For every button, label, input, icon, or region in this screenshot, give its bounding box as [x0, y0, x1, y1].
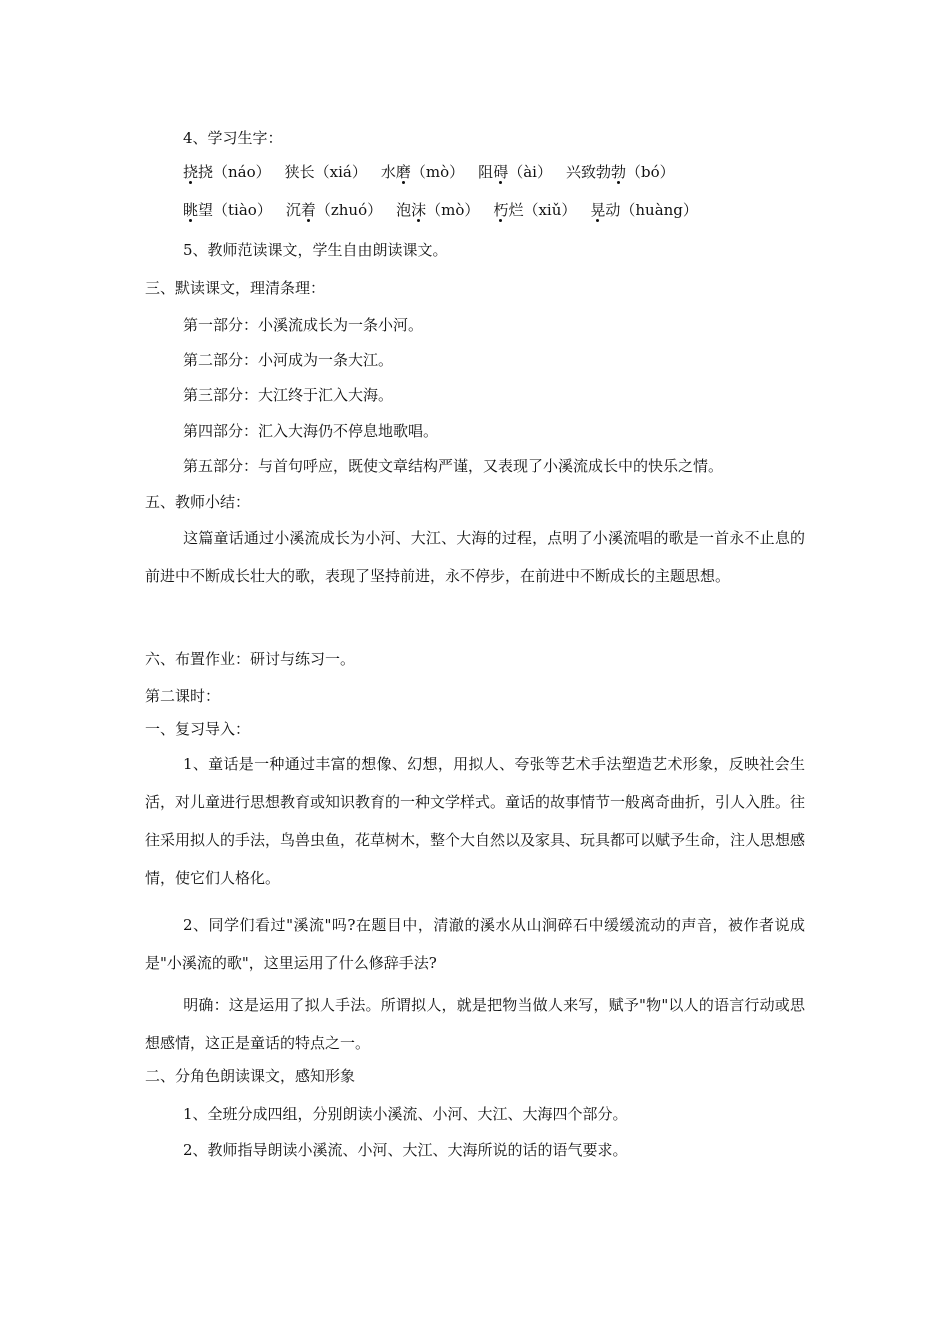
word-text: 狭 [284, 163, 300, 181]
part-3-item: 第四部分：汇入大海仍不停息地歌唱。 [183, 422, 439, 440]
word-text: 沉 [285, 201, 301, 219]
word-text: （bó） [625, 163, 675, 181]
summary-text: 这篇童话通过小溪流成长为小河、大江、大海的过程，点明了小溪流唱的歌是一首永不止息的前进中不断成长壮大的歌，表现了坚持前进，永不停步，在前进中不断成长的主题思想。 [145, 529, 805, 585]
dotted-char: 沫 [411, 201, 427, 219]
vocab-word [183, 201, 272, 219]
review-paragraph-1 [145, 745, 805, 897]
word-text: 阻 [478, 163, 494, 181]
dotted-char: 着 [300, 201, 316, 219]
dotted-char: 挠 [183, 163, 199, 181]
word-text: 泡 [396, 201, 412, 219]
word-text: 动（huàng） [605, 201, 698, 219]
summary-paragraph [145, 519, 805, 595]
part-2-item: 2、教师指导朗读小溪流、小河、大江、大海所说的话的语气要求。 [183, 1141, 628, 1159]
part-3-title: 三、默读课文，理清条理： [145, 279, 326, 297]
word-text: 长（xiá） [299, 163, 367, 181]
word-text: 挠（náo） [198, 163, 271, 181]
word-text: （ài） [508, 163, 552, 181]
vocab-word [381, 163, 464, 181]
part-3-item: 第三部分：大江终于汇入大海。 [183, 386, 394, 404]
section-4-title: 4、学习生字： [183, 129, 283, 147]
part-3-item: 第五部分：与首句呼应，既使文章结构严谨，又表现了小溪流成长中的快乐之情。 [183, 457, 724, 475]
dotted-char: 朽 [493, 201, 509, 219]
dotted-char: 磨 [395, 163, 411, 181]
dotted-char: 碍 [493, 163, 509, 181]
answer-text: 明确：这是运用了拟人手法。所谓拟人，就是把物当做人来写，赋予"物"以人的语言行动或思想感情，这正是童话的特点之一。 [145, 996, 805, 1052]
review-paragraph-2 [145, 906, 805, 982]
vocab-word [396, 201, 479, 219]
vocab-word [493, 201, 576, 219]
vocab-word [183, 163, 271, 181]
part-5-title: 五、教师小结： [145, 493, 251, 511]
word-text: 烂（xiǔ） [508, 201, 577, 219]
word-text: （mò） [410, 163, 465, 181]
word-text: （zhuó） [315, 201, 383, 219]
section-5: 5、教师范读课文，学生自由朗读课文。 [183, 241, 448, 259]
chars-row-1 [183, 162, 675, 182]
dotted-char: 晃 [590, 201, 606, 219]
dotted-char: 眺 [183, 201, 199, 219]
part-3-item: 第二部分：小河成为一条大江。 [183, 351, 394, 369]
review-2-text: 2、同学们看过"溪流"吗?在题目中，清澈的溪水从山涧碎石中缓缓流动的声音，被作者说成是"小溪流的歌"，这里运用了什么修辞手法? [145, 916, 805, 972]
vocab-word [285, 163, 367, 181]
word-text: 水 [380, 163, 396, 181]
dotted-char: 勃 [610, 163, 626, 181]
vocab-word [590, 201, 698, 219]
review-title: 一、复习导入： [145, 720, 251, 738]
vocab-word [286, 201, 382, 219]
part-2-item: 1、全班分成四组，分别朗读小溪流、小河、大江、大海四个部分。 [183, 1105, 628, 1123]
lesson-2-heading: 第二课时： [145, 687, 221, 705]
chars-row-2 [183, 200, 698, 220]
word-text: （mò） [426, 201, 480, 219]
vocab-word [478, 163, 552, 181]
word-text: 兴致勃 [565, 163, 611, 181]
answer-paragraph [145, 986, 805, 1062]
part-6-title: 六、布置作业：研讨与练习一。 [145, 650, 356, 668]
vocab-word [566, 163, 675, 181]
word-text: 望（tiào） [198, 201, 272, 219]
review-1-text: 1、童话是一种通过丰富的想像、幻想，用拟人、夸张等艺术手法塑造艺术形象，反映社会生活，对儿童进行思想教育或知识教育的一种文学样式。童话的故事情节一般离奇曲折，引人入胜。往往采用拟人的手法，鸟兽虫鱼，花草树木，整个大自然以及家具、玩具都可以赋予生命，注人思想感情，使它们人格化。 [145, 755, 806, 887]
part-2-title: 二、分角色朗读课文，感知形象 [145, 1067, 356, 1085]
part-3-item: 第一部分：小溪流成长为一条小河。 [183, 316, 424, 334]
